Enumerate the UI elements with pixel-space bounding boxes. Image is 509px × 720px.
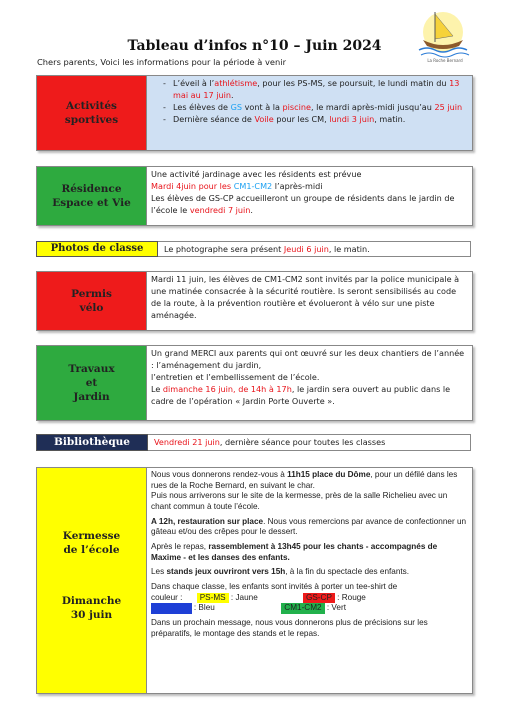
color-swatch-ce1-ce2: CE1-CE2 <box>151 603 192 614</box>
travaux-content <box>147 346 472 420</box>
residence-label <box>37 167 147 225</box>
kermesse-content <box>147 468 472 693</box>
intro-text: Chers parents, Voici les informations pour la période à venir <box>37 57 287 67</box>
sport-content <box>147 76 472 150</box>
travaux-line3: Le dimanche 16 juin, de 14h à 17h, le jardin sera ouvert au public dans le cadre de l’opération « Jardin Porte Ouverte ». <box>151 383 451 406</box>
kermesse-label-line2: de l’école <box>63 544 120 557</box>
travaux-line1: Un grand MERCI aux parents qui ont œuvré sur les deux chantiers de l’année : l’aménagement du jardin, <box>151 348 465 370</box>
sport-label-line2: sportives <box>64 114 119 126</box>
kermesse-para-defile: Nous vous donnerons rendez-vous à 11h15 place du Dôme, pour un défilé dans les rues de la Roche Bernard, en suivant le char. Puis nous arriverons sur le site de la kermesse, près de la salle Richelieu avec un chant commun à toute l’école. <box>151 470 458 511</box>
residence-content <box>147 167 472 225</box>
kermesse-para-repas: A 12h, restauration sur place. Nous vous remercions par avance de confectionner un gâteau et/ou des crêpes pour le dessert. <box>151 516 467 537</box>
permis-label-line1: Permis <box>71 287 112 300</box>
travaux-label-line2: et <box>85 376 98 389</box>
residence-line3: Les élèves de GS-CP accueilleront un groupe de résidents dans le jardin de l’école le vendredi 7 juin. <box>151 192 455 215</box>
kermesse-date-line1: Dimanche <box>61 594 122 607</box>
photos-row <box>36 241 471 257</box>
travaux-row <box>36 345 473 421</box>
residence-label-line1: Résidence <box>61 182 122 195</box>
biblio-row <box>36 434 471 451</box>
residence-label-line2: Espace et Vie <box>52 197 131 209</box>
logo-caption: La Roche Bernard <box>427 58 463 63</box>
school-logo <box>413 6 473 66</box>
sport-item-piscine: - Les élèves de GS vont à la piscine, le mardi après-midi jusqu’au 25 juin <box>151 102 468 114</box>
permis-row <box>36 271 473 331</box>
permis-label <box>37 272 147 330</box>
biblio-label: Bibliothèque <box>36 434 148 451</box>
photos-content: Le photographe sera présent Jeudi 6 juin, le matin. <box>158 241 471 257</box>
travaux-label <box>37 346 147 420</box>
sport-label <box>37 76 147 150</box>
permis-content: Mardi 11 juin, les élèves de CM1-CM2 sont invités par la police municipale à une matinée consacrée à la sécurité routière. Is seront sensibilisés au code de la route, à la prévention routière et évolueront à vélo sur une piste aménagée. <box>151 274 460 320</box>
kermesse-para-couleurs: Dans chaque classe, les enfants sont invités à porter un tee-shirt de couleur : PS-MS : Jaune GS-CP : Rouge CE1-CE2 : Bleu CM1-CM2 : Vert <box>151 581 398 613</box>
color-swatch-gs-cp: GS-CP <box>303 593 335 604</box>
kermesse-para-prochain: Dans un prochain message, nous vous donnerons plus de précisions sur les préparatifs, le montage des stands et le repas. <box>151 617 428 638</box>
kermesse-para-stands: Les stands jeux ouvriront vers 15h, à la fin du spectacle des enfants. <box>151 567 410 577</box>
color-swatch-cm1-cm2: CM1-CM2 <box>281 603 324 614</box>
kermesse-label <box>37 468 147 693</box>
kermesse-row <box>36 467 473 694</box>
kermesse-date-line2: 30 juin <box>70 608 113 621</box>
sport-row <box>36 75 473 151</box>
travaux-label-line1: Travaux <box>68 362 115 375</box>
page-title: Tableau d’infos n°10 – Juin 2024 <box>127 38 382 54</box>
sport-item-athletisme: - L’éveil à l’athlétisme, pour les PS-MS, se poursuit, le lundi matin du 13 mai au 17 juin. <box>151 78 468 102</box>
kermesse-label-line1: Kermesse <box>62 530 121 543</box>
residence-line1: Une activité jardinage avec les résidents est prévue <box>151 169 362 179</box>
travaux-line2: l’entretien et l’embellissement de l’école. <box>151 371 320 382</box>
kermesse-para-chants: Après le repas, rassemblement à 13h45 pour les chants - accompagnés de Maxime - et les danses des enfants. <box>151 541 438 562</box>
color-swatch-ps-ms: PS-MS <box>197 593 229 604</box>
biblio-content: Vendredi 21 juin, dernière séance pour toutes les classes <box>148 434 471 451</box>
sport-item-voile: - Dernière séance de Voile pour les CM, lundi 3 juin, matin. <box>151 114 468 126</box>
travaux-label-line3: Jardin <box>73 391 110 404</box>
residence-row <box>36 166 473 226</box>
photos-label: Photos de classe <box>36 241 158 257</box>
sport-label-line1: Activités <box>66 99 117 112</box>
residence-line2: Mardi 4juin pour les CM1-CM2 l’après-midi <box>151 180 323 191</box>
permis-label-line2: vélo <box>79 302 104 314</box>
